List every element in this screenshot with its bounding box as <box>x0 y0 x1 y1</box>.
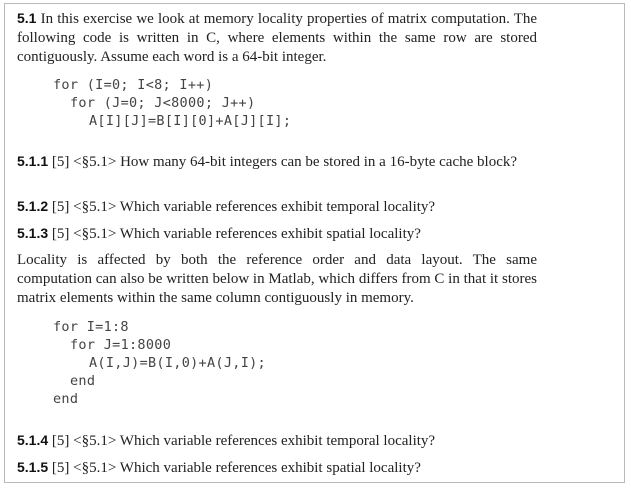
locality-paragraph: Locality is affected by both the reference order and data layout. The same computation can also be written below in Matlab, which differs from C in that it stores matrix elements within the same column contiguously in memory. <box>17 252 537 306</box>
question-ref: <§5.1> <box>73 433 117 449</box>
question-text: How many 64-bit integers can be stored in a 16-byte cache block? <box>120 154 518 170</box>
question-ref: <§5.1> <box>73 199 117 215</box>
question-points: [5] <box>51 433 70 449</box>
matlab-code-line-5: end <box>53 391 79 407</box>
intro-text: In this exercise we look at memory locality properties of matrix computation. The following code is written in C, where elements within the same row are stored contiguously. Assume each word is a 64-bit integer. <box>17 11 538 65</box>
question-number: 5.1.4 <box>17 432 49 448</box>
matlab-code-line-4: end <box>70 373 96 389</box>
question-points: [5] <box>51 199 70 215</box>
question-points: [5] <box>51 460 70 476</box>
exercise-page <box>4 3 625 483</box>
exercise-number: 5.1 <box>17 10 37 26</box>
question-text: Which variable references exhibit temporal locality? <box>119 433 436 449</box>
question-5-1-4 <box>17 431 537 451</box>
question-number: 5.1.5 <box>17 459 49 475</box>
matlab-code-line-3: A(I,J)=B(I,0)+A(J,I); <box>89 355 266 371</box>
question-5-1-5 <box>17 458 537 478</box>
question-5-1-3 <box>17 224 537 244</box>
question-text: Which variable references exhibit temporal locality? <box>119 199 436 215</box>
question-ref: <§5.1> <box>73 226 117 242</box>
question-text: Which variable references exhibit spatial locality? <box>119 460 421 476</box>
c-code-line-2: for (J=0; J<8000; J++) <box>70 95 256 111</box>
question-5-1-2 <box>17 197 537 217</box>
question-ref: <§5.1> <box>73 460 117 476</box>
question-5-1-1 <box>17 152 537 172</box>
question-points: [5] <box>51 154 70 170</box>
matlab-code-line-1: for I=1:8 <box>53 319 129 335</box>
question-points: [5] <box>51 226 70 242</box>
question-text: Which variable references exhibit spatial locality? <box>119 226 421 242</box>
intro-paragraph <box>17 9 537 67</box>
question-number: 5.1.3 <box>17 225 49 241</box>
question-number: 5.1.2 <box>17 198 49 214</box>
c-code-line-3: A[I][J]=B[I][0]+A[J][I]; <box>89 113 292 129</box>
c-code-line-1: for (I=0; I<8; I++) <box>53 77 214 93</box>
matlab-code-line-2: for J=1:8000 <box>70 337 172 353</box>
question-ref: <§5.1> <box>73 154 117 170</box>
question-number: 5.1.1 <box>17 153 49 169</box>
